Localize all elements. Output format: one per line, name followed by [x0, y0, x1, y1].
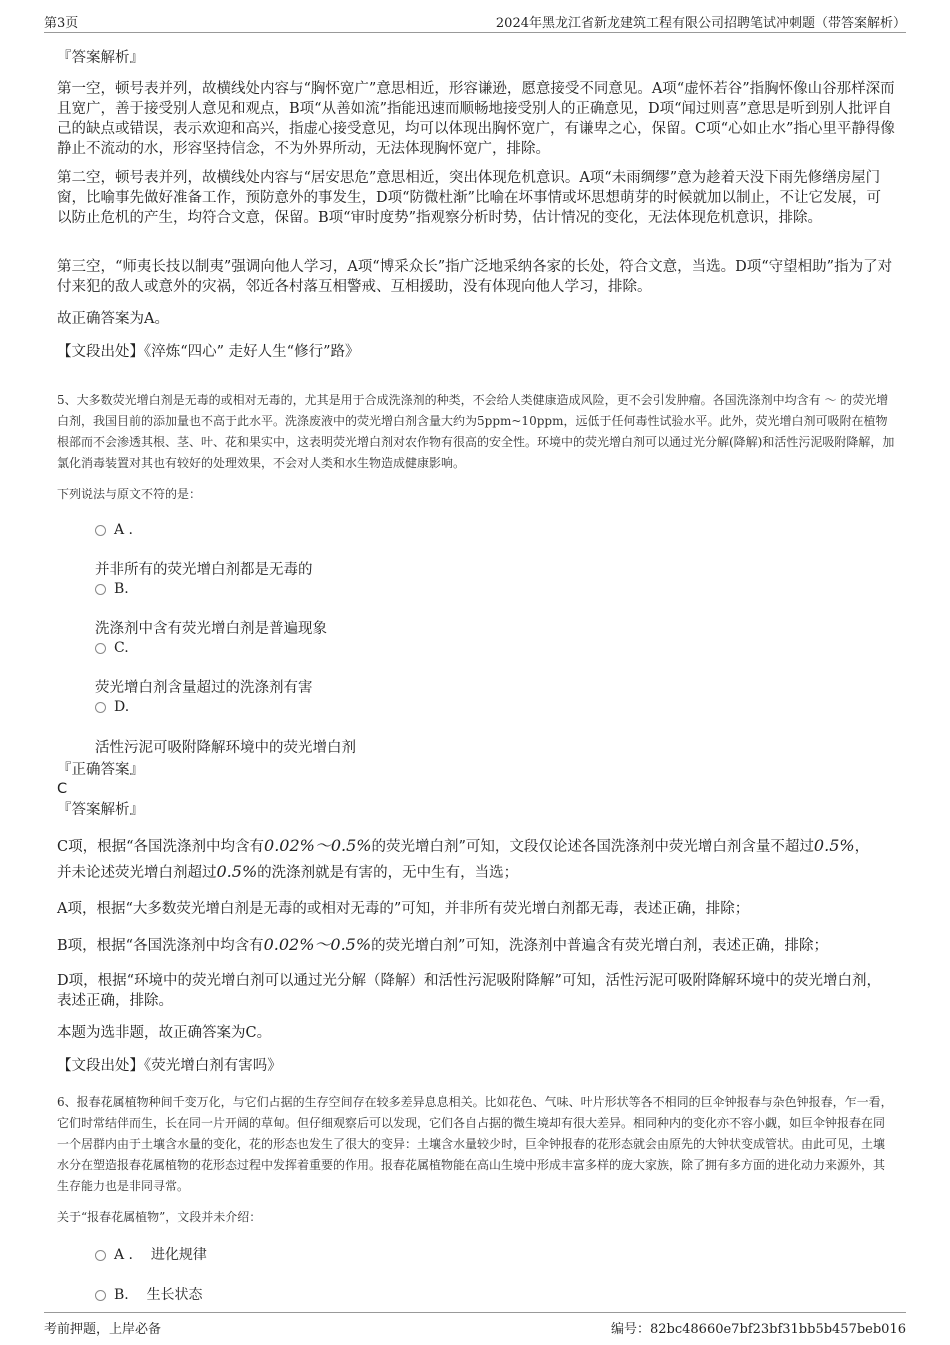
q6-option-b[interactable]	[95, 1284, 203, 1304]
q5-option-d-text: 活性污泥可吸附降解环境中的荧光增白剂	[95, 740, 356, 756]
q4-analysis-label: 『答案解析』	[57, 50, 144, 66]
q5-answer-label: 『正确答案』	[57, 762, 144, 778]
page-number: 第3页	[44, 16, 79, 31]
q5-answer: C	[57, 781, 68, 797]
option-text: 进化规律	[150, 1247, 207, 1263]
document-title: 2024年黑龙江省新龙建筑工程有限公司招聘笔试冲刺题（带答案解析）	[495, 16, 906, 31]
q6-prompt: 关于“报春花属植物”，文段并未介绍：	[57, 1210, 262, 1224]
option-letter: D.	[114, 699, 130, 715]
option-letter: B.	[114, 581, 129, 597]
q4-analysis-p3: 第三空，“师夷长技以制夷”强调向他人学习，A项“博采众长”指广泛地采纳各家的长处，符合文意，当选。D项“守望相助”指为了对付来犯的敌人或意外的灾祸，邻近各村落互相警戒、互相援助，没有体现向他人学习，排除。	[57, 259, 893, 295]
q5-analysis-c-line2: 并未论述荧光增白剂超过0.5%的洗涤剂就是有害的，无中生有，当选；	[57, 862, 519, 881]
option-text: 生长状态	[146, 1287, 203, 1303]
q5-option-a[interactable]	[95, 522, 133, 538]
radio-icon[interactable]	[95, 643, 106, 654]
q4-analysis-p1: 第一空，顿号表并列，故横线处内容与“胸怀宽广”意思相近，形容谦逊，愿意接受不同意见。A项“虚怀若谷”指胸怀像山谷那样深而且宽广，善于接受别人意见和观点，B项“从善如流”指能迅速而顺畅地接受别人的正确意见，D项“闻过则喜”意思是听到别人批评自己的缺点或错误，表示欢迎和高兴，指虚心接受意见，均可以体现出胸怀宽广，有谦卑之心，保留。C项“心如止水”指心里平静得像静止不流动的水，形容坚持信念，不为外界所动，无法体现胸怀宽广，排除。	[57, 81, 895, 157]
q5-stem: 5、大多数荧光增白剂是无毒的或相对无毒的，尤其是用于合成洗涤剂的种类，不会给人类健康造成风险，更不会引发肿瘤。各国洗涤剂中均含有 ～ 的荧光增白剂，我国目前的添加量也不高于此水平。洗涤废液中的荧光增白剂含量大约为5ppm~10ppm，远低于任何毒性试验水平。此外，荧光增白剂可吸附在植物根部而不会渗透其根、茎、叶、花和果实中，这表明荧光增白剂对农作物有很高的安全性。环境中的荧光增白剂可以通过光分解(降解)和活性污泥吸附降解，加氯化消毒装置对其也有较好的处理效果，不会对人类和水生物造成健康影响。	[57, 393, 895, 470]
q5-conclusion: 本题为选非题，故正确答案为C。	[57, 1025, 272, 1041]
q4-conclusion: 故正确答案为A。	[57, 311, 169, 327]
q5-source: 【文段出处】《荧光增白剂有害吗》	[57, 1058, 282, 1074]
q5-option-a-text: 并非所有的荧光增白剂都是无毒的	[95, 562, 313, 578]
option-letter: A .	[114, 522, 134, 538]
q4-analysis-p2: 第二空，顿号表并列，故横线处内容与“居安思危”意思相近，突出体现危机意识。A项“未雨绸缪”意为趁着天没下雨先修缮房屋门窗，比喻事先做好准备工作，预防意外的事发生，D项“防微杜渐”比喻在坏事情或坏思想萌芽的时候就加以制止，不让它发展，可以防止危机的产生，均符合文意，保留。B项“审时度势”指观察分析时势，估计情况的变化，无法体现危机意识，排除。	[57, 170, 881, 226]
q5-option-d[interactable]	[95, 699, 129, 715]
q6-stem: 6、报春花属植物种间千变万化，与它们占据的生存空间存在较多差异息息相关。比如花色、气味、叶片形状等各不相同的巨伞钟报春与杂色钟报春，乍一看，它们时常结伴而生，长在同一片开阔的草甸。但仔细观察后可以发现，它们各自占据的微生境却有很大差异。相同种内的变化亦不容小觑，如巨伞钟报春在同一个居群内由于土壤含水量的变化，花的形态也发生了很大的变异：土壤含水量较少时，巨伞钟报春的花形态就会由原先的大钟状变成管状。由此可见，土壤水分在塑造报春花属植物的花形态过程中发挥着重要的作用。报春花属植物能在高山生境中形成丰富多样的庞大家族，除了拥有多方面的进化动力来源外，其生存能力也是非同寻常。	[57, 1095, 893, 1193]
q5-analysis-c-line1: C项，根据“各国洗涤剂中均含有0.02%～0.5%的荧光增白剂”可知，文段仅论述各国洗涤剂中荧光增白剂含量不超过0.5%，	[57, 836, 870, 855]
q5-analysis-b: B项，根据“各国洗涤剂中均含有0.02%～0.5%的荧光增白剂”可知，洗涤剂中普遍含有荧光增白剂，表述正确，排除；	[57, 935, 828, 954]
radio-icon[interactable]	[95, 525, 106, 536]
radio-icon[interactable]	[95, 702, 106, 713]
page-header	[44, 10, 906, 33]
radio-icon[interactable]	[95, 1290, 106, 1301]
footer-slogan: 考前押题，上岸必备	[44, 1322, 162, 1337]
page-footer	[44, 1312, 906, 1337]
q4-source: 【文段出处】《淬炼“四心” 走好人生“修行”路》	[57, 344, 360, 360]
option-letter: B.	[114, 1287, 129, 1303]
q5-option-b-text: 洗涤剂中含有荧光增白剂是普遍现象	[95, 621, 327, 637]
q5-analysis-d: D项，根据“环境中的荧光增白剂可以通过光分解（降解）和活性污泥吸附降解”可知，活性污泥可吸附降解环境中的荧光增白剂，表述正确，排除。	[57, 973, 881, 1009]
q5-option-b[interactable]	[95, 581, 129, 597]
q5-option-c-text: 荧光增白剂含量超过的洗涤剂有害	[95, 680, 313, 696]
q5-analysis-label: 『答案解析』	[57, 802, 144, 818]
option-letter: A .	[114, 1247, 134, 1263]
q5-analysis-a: A项，根据“大多数荧光增白剂是无毒的或相对无毒的”可知，并非所有荧光增白剂都无毒，表述正确，排除；	[57, 901, 750, 917]
q5-option-c[interactable]	[95, 640, 129, 656]
radio-icon[interactable]	[95, 1250, 106, 1261]
option-letter: C.	[114, 640, 129, 656]
q6-option-a[interactable]	[95, 1244, 207, 1264]
document-id: 编号：82bc48660e7bf23bf31bb5b457beb016	[610, 1322, 906, 1337]
radio-icon[interactable]	[95, 584, 106, 595]
q5-prompt: 下列说法与原文不符的是：	[57, 487, 202, 501]
